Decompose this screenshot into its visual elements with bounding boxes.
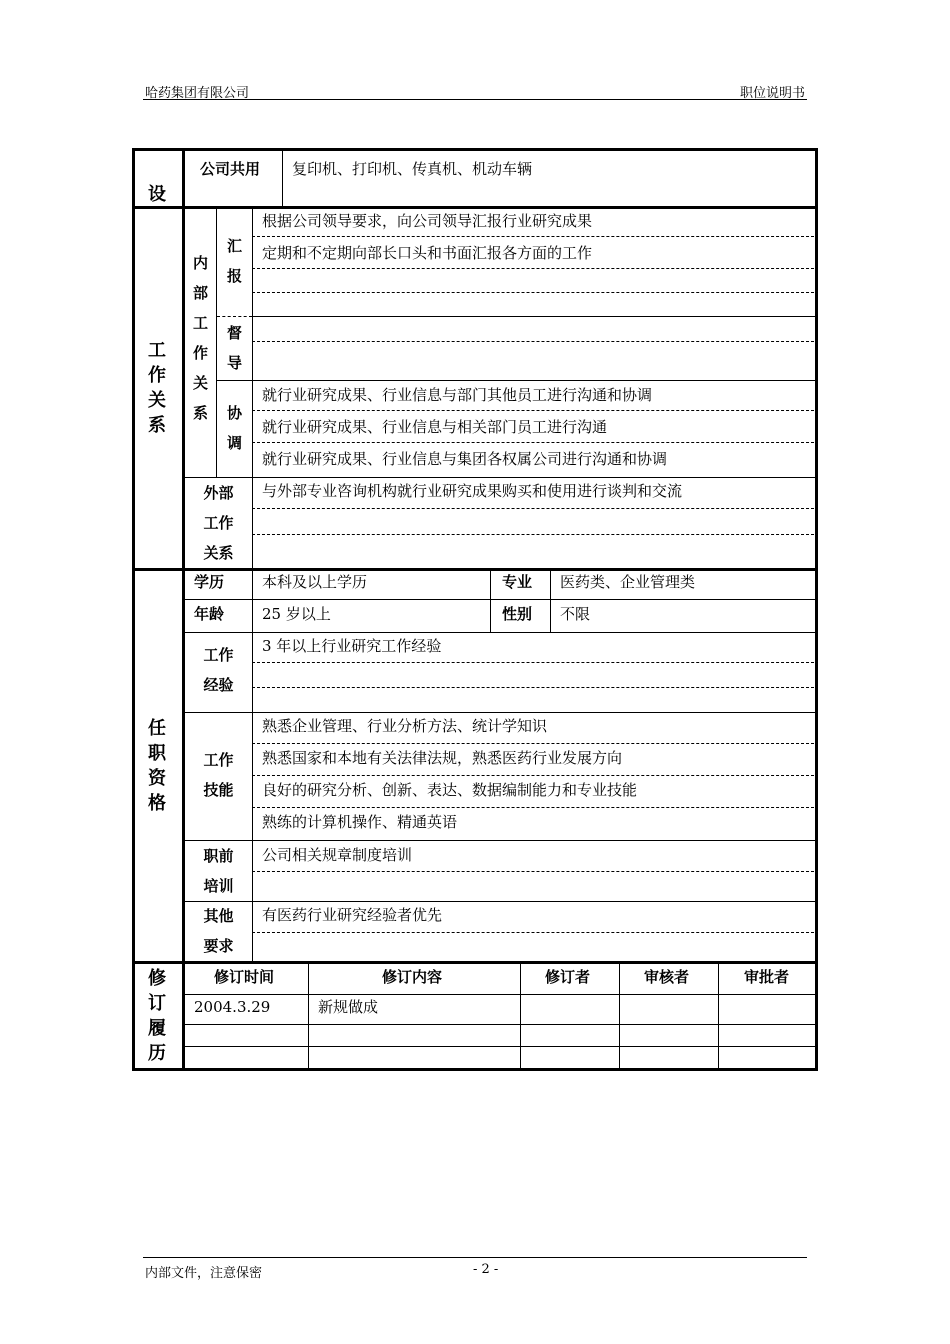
section-qualifications-label: 任 职 资 格 (148, 718, 166, 814)
major-label: 专业 (502, 573, 533, 591)
section-equipment-label: 设 (148, 184, 166, 205)
coordinate-label: 协 调 (226, 404, 242, 452)
training-line-1: 公司相关规章制度培训 (262, 846, 413, 864)
revision-col-reviewer: 审核者 (644, 968, 690, 986)
other-line-1: 有医药行业研究经验者优先 (262, 906, 443, 924)
skills-line-4: 熟练的计算机操作、精通英语 (262, 813, 458, 831)
external-line-1: 与外部专业咨询机构就行业研究成果购买和使用进行谈判和交流 (262, 482, 683, 500)
coordinate-line-3: 就行业研究成果、行业信息与集团各权属公司进行沟通和协调 (262, 450, 668, 468)
revision-row-1-content: 新规做成 (318, 998, 379, 1016)
coordinate-line-2: 就行业研究成果、行业信息与相关部门员工进行沟通 (262, 418, 608, 436)
skills-line-2: 熟悉国家和本地有关法律法规，熟悉医药行业发展方向 (262, 749, 623, 767)
header-company: 哈药集团有限公司 (145, 86, 250, 101)
age-value: 25 岁以上 (262, 605, 331, 623)
revision-col-content: 修订内容 (382, 968, 443, 986)
gender-label: 性别 (502, 605, 533, 623)
major-value: 医药类、企业管理类 (560, 573, 696, 591)
education-value: 本科及以上学历 (262, 573, 368, 591)
age-label: 年龄 (194, 605, 225, 623)
internal-relations-label: 内 部 工 作 关 系 (192, 254, 208, 422)
revision-col-approver: 审批者 (744, 968, 790, 986)
header-divider (143, 99, 807, 100)
gender-value: 不限 (560, 605, 591, 623)
section-work-relations-label: 工 作 关 系 (148, 340, 166, 436)
report-line-1: 根据公司领导要求，向公司领导汇报行业研究成果 (262, 212, 593, 230)
supervise-label: 督 导 (226, 324, 242, 372)
report-line-2: 定期和不定期向部长口头和书面汇报各方面的工作 (262, 244, 593, 262)
other-requirements-label: 其他 要求 (203, 907, 234, 955)
footer-confidential: 内部文件，注意保密 (145, 1266, 263, 1281)
skills-line-1: 熟悉企业管理、行业分析方法、统计学知识 (262, 717, 548, 735)
training-label: 职前 培训 (203, 847, 234, 895)
report-label: 汇 报 (226, 237, 242, 285)
footer-page-number: - 2 - (473, 1262, 499, 1277)
shared-equipment-value: 复印机、打印机、传真机、机动车辆 (292, 160, 533, 178)
external-relations-label: 外部 工作 关系 (203, 484, 234, 562)
section-revision-label: 修 订 履 历 (148, 968, 166, 1064)
revision-col-date: 修订时间 (214, 968, 275, 986)
experience-line-1: 3 年以上行业研究工作经验 (262, 637, 442, 655)
education-label: 学历 (194, 573, 225, 591)
coordinate-line-1: 就行业研究成果、行业信息与部门其他员工进行沟通和协调 (262, 386, 653, 404)
skills-line-3: 良好的研究分析、创新、表达、数据编制能力和专业技能 (262, 781, 638, 799)
revision-col-reviser: 修订者 (545, 968, 591, 986)
header-doc-title: 职位说明书 (739, 86, 805, 101)
shared-equipment-label: 公司共用 (200, 160, 261, 178)
table-border (132, 148, 818, 1071)
skills-label: 工作 技能 (203, 751, 234, 799)
footer-divider (143, 1257, 807, 1258)
experience-label: 工作 经验 (203, 646, 234, 694)
revision-row-1-date: 2004.3.29 (194, 998, 271, 1016)
